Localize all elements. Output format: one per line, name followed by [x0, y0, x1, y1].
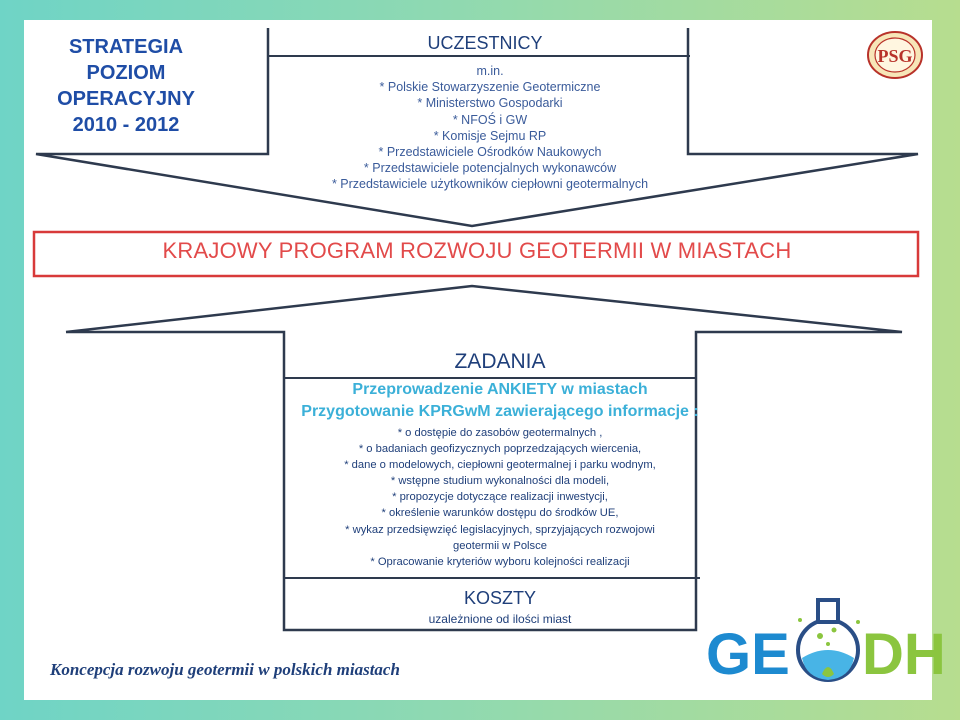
- task-item: * określenie warunków dostępu do środków UE,: [381, 507, 619, 520]
- task-item: * o badaniach geofizycznych poprzedzających wiercenia,: [358, 443, 642, 456]
- participant-item: * NFOŚ i GW: [452, 112, 528, 127]
- participant-item: * Przedstawiciele użytkowników ciepłowni geotermalnych: [331, 177, 649, 192]
- tasks-heading-program: Przygotowanie KPRGwM zawierającego informacje :: [301, 403, 699, 420]
- task-item: * Opracowanie kryteriów wyboru kolejności realizacji: [370, 555, 630, 568]
- strategy-label: [40, 34, 212, 138]
- program-title: KRAJOWY PROGRAM ROZWOJU GEOTERMII W MIASTACH: [162, 238, 792, 263]
- svg-text:PSG: PSG: [877, 46, 913, 66]
- participant-item: m.in.: [476, 64, 504, 78]
- task-item: * wykaz przedsięwzięć legislacyjnych, sprzyjających rozwojowi: [345, 523, 655, 536]
- costs-title: KOSZTY: [463, 588, 536, 608]
- costs-subtitle: uzależnione od ilości miast: [428, 612, 572, 626]
- participant-item: * Przedstawiciele Ośrodków Naukowych: [378, 145, 602, 160]
- task-item: * wstępne studium wykonalności dla modeli,: [390, 475, 610, 488]
- task-item: * propozycje dotyczące realizacji inwestycji,: [392, 491, 608, 504]
- strategy-line: 2010 - 2012: [72, 114, 180, 136]
- participant-item: * Ministerstwo Gospodarki: [417, 96, 563, 111]
- geodh-logo: [704, 594, 946, 690]
- strategy-line: OPERACYJNY: [57, 88, 195, 110]
- task-item: * dane o modelowych, ciepłowni geotermalnej i parku wodnym,: [344, 459, 656, 472]
- strategy-line: POZIOM: [86, 62, 166, 84]
- participant-item: * Przedstawiciele potencjalnych wykonawców: [363, 161, 617, 176]
- participant-item: * Komisje Sejmu RP: [433, 128, 547, 143]
- psg-seal-logo: [866, 30, 924, 80]
- strategy-line: STRATEGIA: [68, 36, 184, 58]
- tasks-title: ZADANIA: [454, 350, 546, 373]
- tasks-heading-survey: Przeprowadzenie ANKIETY w miastach: [352, 381, 648, 398]
- svg-text:DH: DH: [862, 622, 946, 687]
- svg-text:GE: GE: [706, 622, 790, 687]
- participants-title: UCZESTNICY: [427, 33, 543, 53]
- tasks-list: [280, 425, 720, 570]
- participants-list: [290, 63, 690, 193]
- participant-item: * Polskie Stowarzyszenie Geotermiczne: [379, 80, 601, 95]
- task-item: geotermii w Polsce: [453, 539, 547, 552]
- footer-caption: Koncepcja rozwoju geotermii w polskich miastach: [50, 660, 400, 679]
- task-item: * o dostępie do zasobów geotermalnych ,: [397, 427, 603, 439]
